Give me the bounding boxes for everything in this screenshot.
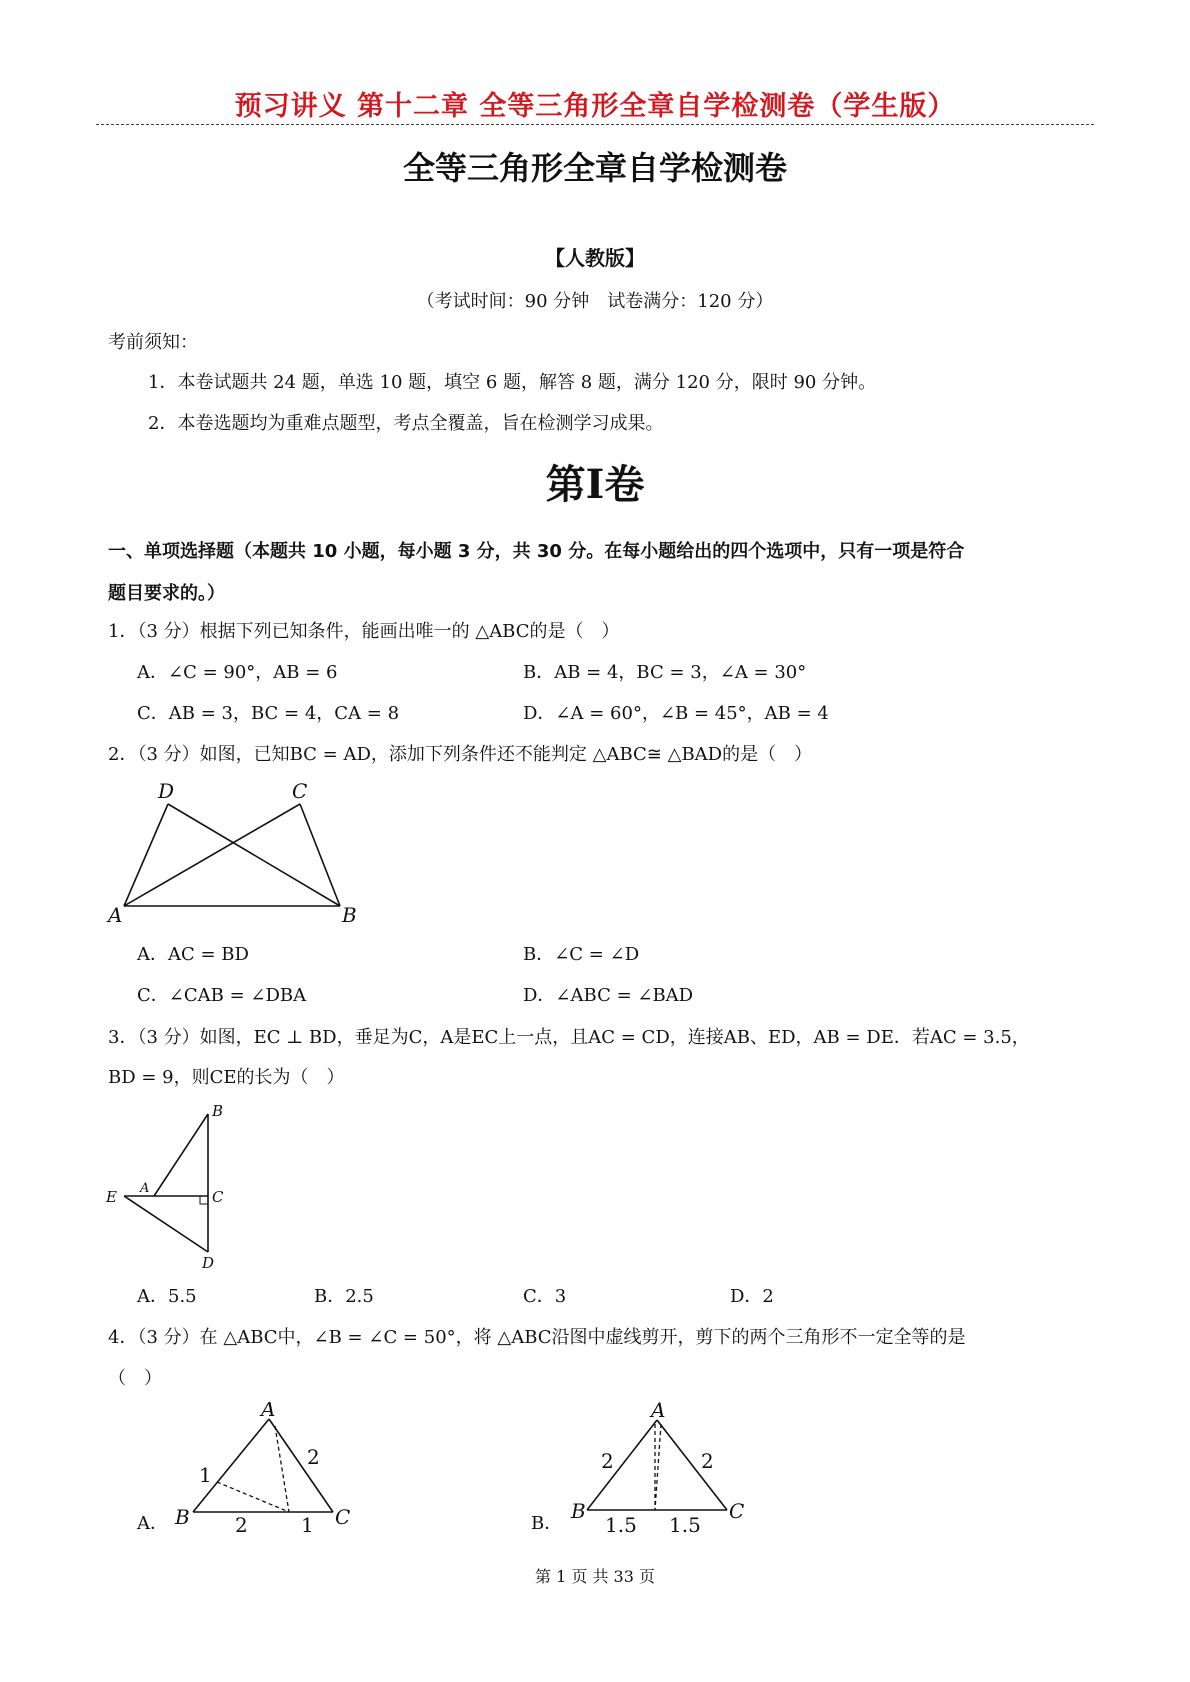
question-3-figure [100,1100,240,1270]
notice-item: 1．本卷试题共 24 题，单选 10 题，填空 6 题，解答 8 题，满分 120 分，限时 90 分钟。 [148,372,877,393]
notice-item: 2．本卷选题均为重难点题型，考点全覆盖，旨在检测学习成果。 [148,413,664,434]
point-label: B [212,1102,224,1120]
point-label: C [292,779,308,803]
segment-length: 1 [199,1463,212,1487]
edition-label: 【人教版】 [545,246,645,270]
question-1-option-d: D．∠A = 60°，∠B = 45°，AB = 4 [523,703,829,724]
exam-info: （考试时间：90 分钟 试卷满分：120 分） [416,291,774,312]
page-title: 全等三角形全章自学检测卷 [402,149,787,187]
point-label: A [261,1402,276,1421]
page-footer: 第 1 页 共 33 页 [535,1567,655,1586]
segment-length: 1 [301,1513,314,1537]
segment-length: 2 [601,1449,614,1473]
point-label: E [106,1188,117,1206]
question-3-stem: BD = 9，则CE的长为（ ） [108,1067,345,1088]
section-heading: 一、单项选择题（本题共 10 小题，每小题 3 分，共 30 分。在每小题给出的四个选项中，只有一项是符合 [108,541,965,562]
question-4-option-a-label: A． [137,1513,168,1534]
question-3-option-c: C．3 [523,1286,567,1307]
question-1-option-c: C．AB = 3，BC = 4，CA = 8 [137,703,400,724]
question-2-option-c: C．∠CAB = ∠DBA [137,985,307,1006]
question-2-option-d: D．∠ABC = ∠BAD [523,985,694,1006]
point-label: A [140,1181,150,1196]
question-4-figure-b [565,1400,755,1535]
question-4-stem: 4．（3 分）在 △ABC中，∠B = ∠C = 50°，将 △ABC沿图中虚线剪开，剪下的两个三角形不一定全等的是 [108,1327,966,1348]
segment-length: 2 [701,1449,714,1473]
point-label: D [202,1254,215,1270]
header-divider [96,124,1094,125]
question-2-option-b: B．∠C = ∠D [523,944,640,965]
point-label: D [158,779,175,803]
segment-length: 1.5 [669,1513,701,1535]
question-1-stem: 1．（3 分）根据下列已知条件，能画出唯一的 △ABC的是（ ） [108,621,620,642]
question-4-stem: （ ） [108,1368,162,1389]
question-3-option-b: B．2.5 [314,1286,374,1307]
notice-heading: 考前须知： [108,332,198,353]
volume-title: 第I卷 [545,461,645,508]
question-3-option-a: A．5.5 [137,1286,197,1307]
question-3-option-d: D．2 [730,1286,774,1307]
question-2-figure [100,778,370,928]
question-2-stem: 2．（3 分）如图，已知BC = AD，添加下列条件还不能判定 △ABC≅ △BAD的是（ ） [108,744,813,765]
header-title: 预习讲义 第十二章 全等三角形全章自学检测卷（学生版） [234,91,956,122]
question-4-option-b-label: B． [531,1513,563,1534]
question-1-option-b: B．AB = 4，BC = 3，∠A = 30° [523,662,807,683]
point-label: C [729,1499,745,1523]
segment-length: 2 [307,1445,320,1469]
point-label: C [212,1188,224,1206]
question-2-option-a: A．AC = BD [137,944,249,965]
question-4-figure-a [165,1402,365,1537]
point-label: C [335,1505,351,1529]
segment-length: 1.5 [605,1513,637,1535]
point-label: B [342,903,357,927]
question-3-stem: 3．（3 分）如图，EC ⊥ BD，垂足为C，A是EC上一点，且AC = CD，连接AB、ED，AB = DE．若AC = 3.5， [108,1027,1030,1048]
question-1-option-a: A．∠C = 90°，AB = 6 [137,662,338,683]
point-label: A [108,903,123,927]
segment-length: 2 [235,1513,248,1537]
point-label: B [175,1505,190,1529]
section-heading: 题目要求的。） [108,583,225,604]
point-label: B [571,1499,586,1523]
point-label: A [651,1400,666,1422]
